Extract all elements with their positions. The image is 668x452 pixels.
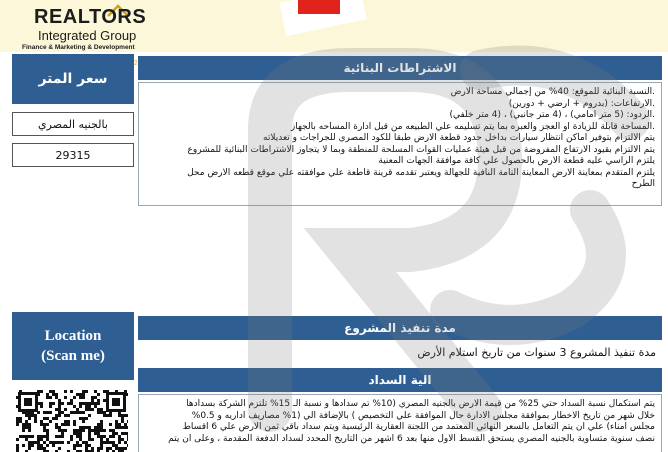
requirement-line: .الردود: (5 متر أمامي) ، (4 متر جانبي) ، (4 متر خلفي) (449, 110, 655, 120)
payment-header: الية السداد (138, 368, 662, 392)
execution-header: مدة تنفيذ المشروع (138, 316, 662, 340)
brand-subtitle: Integrated Group (38, 28, 137, 43)
location-title: Location (44, 328, 102, 344)
location-qr-code[interactable] (16, 390, 128, 452)
company-logo (8, 4, 148, 54)
building-requirements-box (138, 82, 662, 206)
brand-tagline: Finance & Marketing & Development (22, 44, 135, 51)
payment-box (138, 394, 662, 452)
building-requirements-header: الاشتراطات البنائية (138, 56, 662, 80)
payment-line: مجلس أمناء) علي ان يتم التعامل بالسعر النهائي المعتمد من اللجنة العقارية الرئيسية ويتم سداد باقي ثمن الارض علي 6 اقساط (182, 422, 655, 432)
price-title: سعر المتر (12, 54, 134, 104)
payment-line: نصف سنوية متساوية بالجنيه المصري يستحق القسط الاول منها بعد 6 أشهر من التاريخ المحدد لسداد الدفعة المقدمة ، وعلى أن يتم (168, 433, 655, 444)
requirement-line: .النسبة البنائية للموقع: 40% من إجمالي مساحة الأرض (450, 87, 655, 97)
currency-label: بالجنيه المصري (12, 112, 134, 136)
brand-name: REALTORS (34, 6, 147, 28)
requirement-line: الطرح (631, 179, 655, 189)
price-panel (12, 54, 134, 170)
payment-line: يتم استكمال نسبة السداد حتي 25% من قيمة الارض بالجنيه المصري (10% تم سدادها و نسبة الـ 15% تلتزم الشركة بسدادها (186, 399, 655, 409)
requirement-line: يتم الالتزام بتوفير اماكن انتظار سيارات بداخل حدود قطعة الارض طبقا للكود المصري للجراجات و تعديلاته (263, 133, 655, 143)
requirement-line: يلتزم المتقدم بمعاينة الارض المعاينة التامة النافية للجهالة ويعتبر تقدمه قرينة قاطعة علي موافقته علي موقع قطعه الارض محل (187, 167, 655, 178)
location-panel (12, 312, 134, 380)
execution-text: مدة تنفيذ المشروع 3 سنوات من تاريخ استلام الأرض (417, 346, 656, 359)
requirement-line: .الارتفاعات: (بدروم + أرضي + دورين) (508, 98, 655, 109)
requirement-line: .المساحة قابلة للزيادة أو العجز والعبره بما يتم تسليمه علي الطبيعه من قبل ادارة المساحه بالجهاز (290, 121, 655, 132)
requirement-line: يتم الالتزام بقيود الارتفاع المفروضة من قبل هيئة عمليات القوات المسلحة للمنطقة وبما لا يتجاوز الاشتراطات البنائية للمشروع (187, 144, 655, 155)
payment-line: خلال شهر من تاريخ الاخطار بموافقة مجلس الادارة حال الموافقة علي التخصيص ) بالإضافة الي (1% مصاريف اداريه و 0.5% (191, 410, 655, 421)
price-value: 29315 (12, 143, 134, 167)
location-scan-label: (Scan me) (41, 348, 105, 364)
requirement-line: يلتزم الراسي عليه قطعة الارض بالحصول علي كافة موافقة الجهات المعنية (378, 156, 655, 166)
map-plot-marker (298, 0, 340, 14)
